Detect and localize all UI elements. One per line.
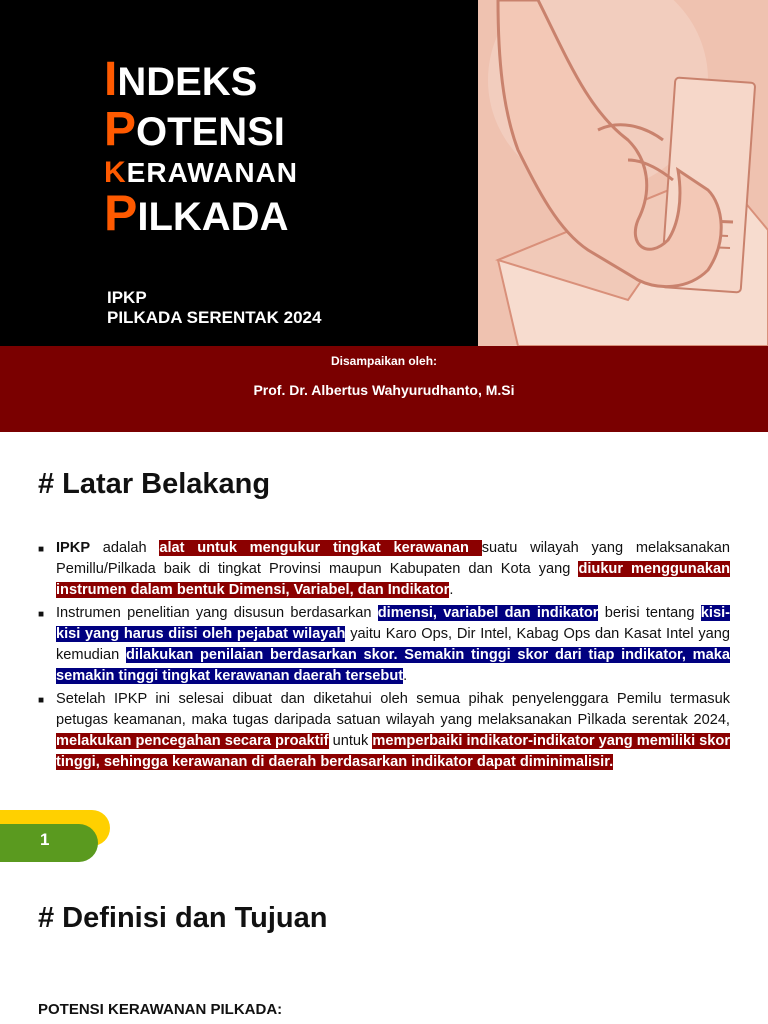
- bullet-text: [56, 603, 730, 687]
- slide-heading: # Definisi dan Tujuan: [38, 902, 328, 934]
- bullet-item: [38, 538, 730, 601]
- text-run: suatu wilayah yang melaksanakan Pemillu/Pilkada baik di tingkat Provinsi maupun Kabupaten dan Kota yang: [56, 540, 730, 577]
- bullet-square-icon: ■: [38, 609, 45, 620]
- title-line-4: PILKADA: [104, 185, 289, 241]
- highlight-red: melakukan pencegahan secara proaktif: [56, 733, 329, 749]
- background-slide: [0, 432, 768, 864]
- text-run: berisi tentang: [598, 605, 701, 621]
- definition-slide: [0, 864, 768, 1024]
- cover-title: [104, 53, 299, 241]
- presenter-bar: [0, 346, 768, 432]
- text-run: adalah: [90, 540, 160, 556]
- ballot-hand-icon: [478, 0, 768, 346]
- text-run: .: [403, 668, 408, 684]
- presenter-caption: Disampaikan oleh:: [330, 354, 438, 368]
- section-label: POTENSI KERAWANAN PILKADA:: [38, 1001, 283, 1018]
- text-run: IPKP: [56, 540, 91, 556]
- bullet-text: [56, 689, 730, 773]
- bullet-item: [38, 603, 730, 687]
- page-number: 1: [40, 830, 50, 849]
- bullet-square-icon: ■: [38, 544, 45, 555]
- bullet-item: [38, 689, 730, 773]
- text-run: .: [449, 582, 454, 598]
- bullet-text: [56, 538, 730, 601]
- presenter-name: Prof. Dr. Albertus Wahyurudhanto, M.Si: [253, 382, 515, 398]
- cover-slide: [0, 0, 768, 432]
- text-run: untuk: [328, 733, 373, 749]
- highlight-red: alat untuk mengukur tingkat kerawanan: [159, 540, 482, 556]
- text-run: Setelah IPKP ini selesai dibuat dan diketahui oleh semua pihak penyelenggara Pemilu termasuk petugas keamanan, maka tugas daripada satuan wilayah yang melaksanakan Pìlkada serentak 2024,: [56, 691, 730, 728]
- text-run: Instrumen penelitian yang disusun berdasarkan: [56, 605, 378, 621]
- bullet-square-icon: ■: [38, 695, 45, 706]
- highlight-blue: dilakukan penilaian berdasarkan skor. Semakin tinggi skor dari tiap indikator, maka semakin tinggi tingkat kerawanan daerah tersebut: [56, 647, 730, 684]
- title-line-2: POTENSI: [104, 103, 285, 156]
- bullet-list: [38, 538, 730, 775]
- title-line-1: INDEKS: [104, 53, 258, 106]
- slide-heading: # Latar Belakang: [38, 468, 271, 500]
- cover-title-panel: [0, 0, 478, 346]
- highlight-blue: dimensi, variabel dan indikator: [377, 605, 599, 621]
- title-line-3: KERAWANAN: [104, 156, 299, 189]
- highlight-blue: kisi-kisi yang harus diisi oleh pejabat wilayah: [56, 605, 730, 642]
- text-run: yaitu Karo Ops, Dir Intel, Kabag Ops dan Kasat Intel yang kemudian: [56, 626, 731, 663]
- ballot-hand-illustration: [478, 0, 768, 346]
- page-number-tab: [0, 810, 110, 864]
- highlight-red: memperbaiki indikator-indikator yang memiliki skor tinggi, sehingga kerawanan di daerah berdasarkan indikator dapat diminimalisir.: [56, 733, 731, 770]
- cover-subtitle: IPKP PILKADA SERENTAK 2024: [107, 288, 322, 327]
- highlight-red: diukur menggunakan instrumen dalam bentuk Dimensi, Variabel, dan Indikator: [56, 561, 730, 598]
